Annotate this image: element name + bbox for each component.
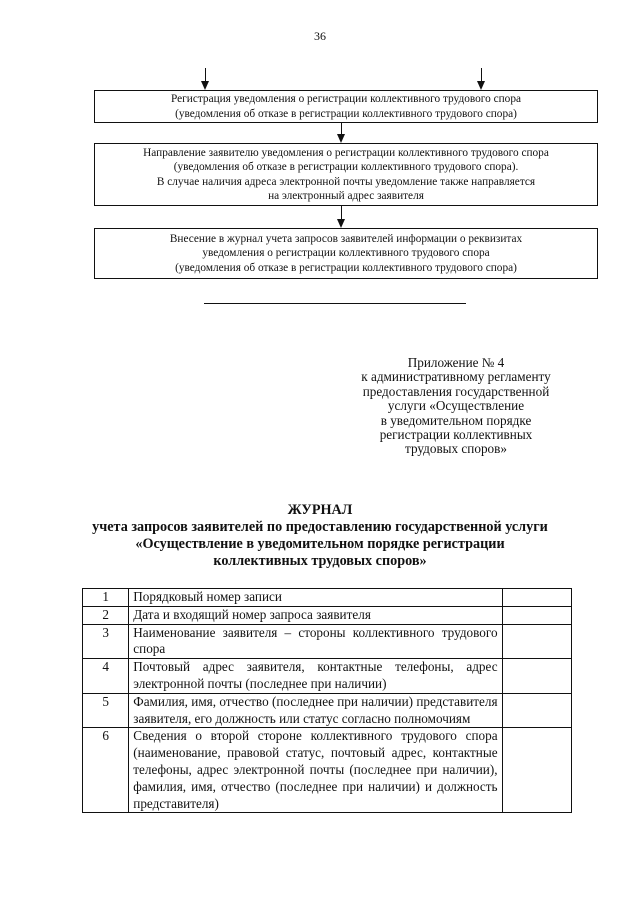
row-value xyxy=(502,624,571,659)
row-number: 6 xyxy=(83,728,129,813)
flow-arrow-in-right xyxy=(477,68,486,90)
appendix-line: услуги «Осуществление xyxy=(387,398,525,414)
journal-table xyxy=(82,588,572,813)
flowchart-step-send-notification xyxy=(94,143,598,206)
row-value xyxy=(502,606,571,624)
flowchart-step-journal-entry-line: Внесение в журнал учета запросов заявителей информации о реквизитах xyxy=(169,233,523,246)
row-value xyxy=(502,728,571,813)
row-value xyxy=(502,659,571,694)
flow-arrow-1-2 xyxy=(337,123,346,143)
table-row xyxy=(83,589,572,607)
flowchart-step-send-notification-line: В случае наличия адреса электронной почты уведомление также направляется xyxy=(156,175,536,188)
row-description: Сведения о второй стороне коллективного трудового спора (наименование, правовой статус, почтовый адрес, контактные телефоны, адрес электронной почты (последнее при наличии), фамилия, имя, отчество (последнее при наличии) и должность представителя) xyxy=(129,728,502,813)
journal-title-line: ЖУРНАЛ xyxy=(287,502,353,518)
flow-arrow-in-left xyxy=(201,68,210,90)
appendix-line: регистрации коллективных xyxy=(379,427,533,443)
row-description: Наименование заявителя – стороны коллективного трудового спора xyxy=(129,624,502,659)
flowchart-step-journal-entry xyxy=(94,228,598,279)
row-description: Порядковый номер записи xyxy=(129,589,502,607)
row-description: Фамилия, имя, отчество (последнее при наличии) представителя заявителя, его должность или статус согласно полномочиям xyxy=(129,693,502,728)
flowchart-step-send-notification-line: на электронный адрес заявителя xyxy=(268,189,424,202)
flowchart-step-registration-line: (уведомления об отказе в регистрации коллективного трудового спора) xyxy=(175,107,517,120)
flowchart-step-registration xyxy=(94,90,598,123)
appendix-line: трудовых споров» xyxy=(405,441,507,457)
flow-arrow-2-3 xyxy=(337,206,346,228)
row-number: 5 xyxy=(83,693,129,728)
flowchart-step-send-notification-line: (уведомления об отказе в регистрации коллективного трудового спора). xyxy=(173,161,519,174)
journal-title xyxy=(0,502,640,570)
row-number: 4 xyxy=(83,659,129,694)
flowchart-step-send-notification-line: Направление заявителю уведомления о регистрации коллективного трудового спора xyxy=(143,147,549,160)
row-number: 3 xyxy=(83,624,129,659)
table-row xyxy=(83,728,572,813)
row-number: 2 xyxy=(83,606,129,624)
appendix-line: предоставления государственной xyxy=(362,383,550,399)
journal-title-line: учета запросов заявителей по предоставлению государственной услуги xyxy=(92,519,548,535)
row-description: Дата и входящий номер запроса заявителя xyxy=(129,606,502,624)
appendix-line: к административному регламенту xyxy=(361,369,551,385)
row-value xyxy=(502,693,571,728)
appendix-heading xyxy=(340,356,572,457)
table-row xyxy=(83,693,572,728)
flowchart-step-journal-entry-line: (уведомления об отказе в регистрации коллективного трудового спора) xyxy=(175,261,517,274)
appendix-line: в уведомительном порядке xyxy=(380,412,532,428)
flowchart-step-registration-line: Регистрация уведомления о регистрации коллективного трудового спора xyxy=(171,93,521,106)
table-row xyxy=(83,659,572,694)
table-row xyxy=(83,624,572,659)
journal-title-line: коллективных трудовых споров» xyxy=(213,553,427,569)
flowchart-step-journal-entry-line: уведомления о регистрации коллективного трудового спора xyxy=(202,247,490,260)
section-separator xyxy=(204,303,466,304)
row-description: Почтовый адрес заявителя, контактные телефоны, адрес электронной почты (последнее при наличии) xyxy=(129,659,502,694)
journal-title-line: «Осуществление в уведомительном порядке регистрации xyxy=(135,536,505,552)
appendix-line: Приложение № 4 xyxy=(407,355,505,370)
row-number: 1 xyxy=(83,589,129,607)
row-value xyxy=(502,589,571,607)
table-row xyxy=(83,606,572,624)
page-number: 36 xyxy=(314,29,326,43)
